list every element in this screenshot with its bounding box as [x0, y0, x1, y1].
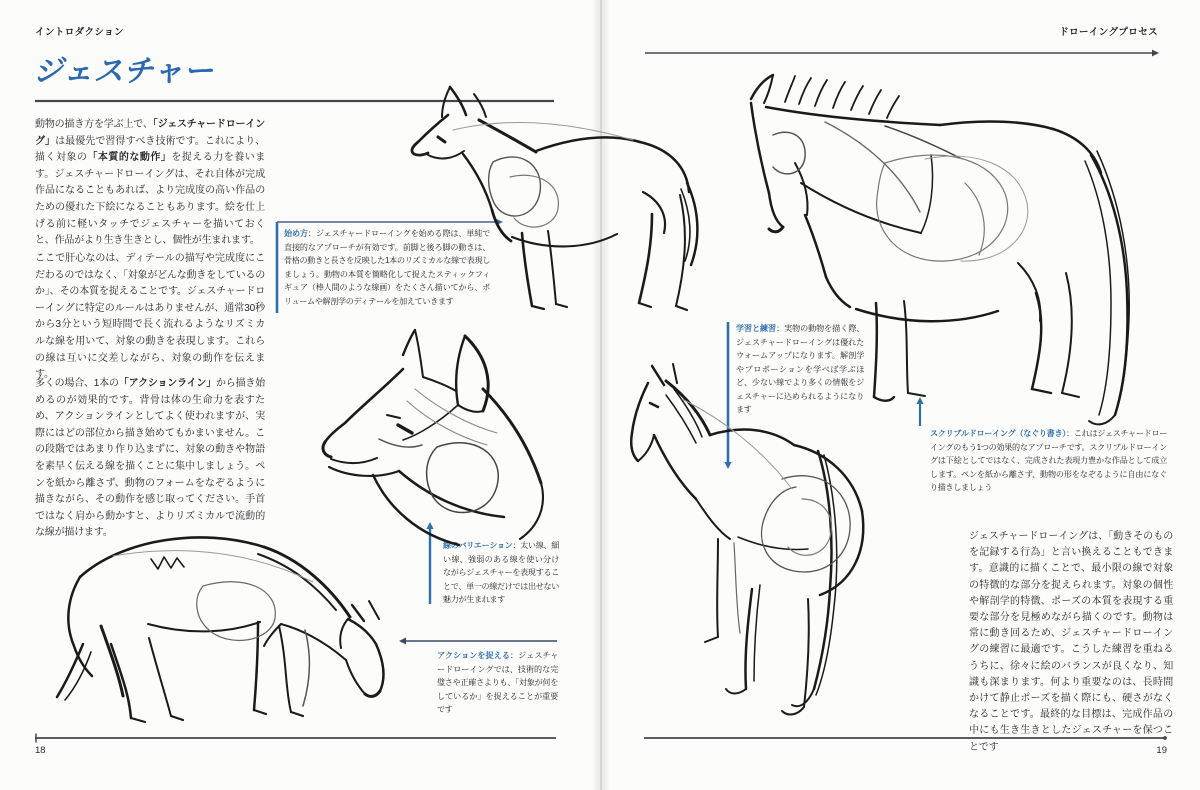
callout-separator: ： — [1066, 429, 1074, 438]
right-header-rule-arrow — [1152, 50, 1159, 57]
callout-body: ジェスチャードローイングを始める際は、単純で直接的なアプローチが有効です。前脚と後ろ脚の動きは、骨格の動きと長さを反映した1本のリズミカルな線で表現しましょう。動物の本質を簡略化して捉えたスティックフィギュア（棒人間のような線画）をたくさん描いてから、ボリュームや解剖学のディテールを加えていきます — [284, 229, 491, 306]
callout-separator: ： — [307, 229, 316, 238]
page-title: ジェスチャー — [33, 55, 214, 88]
callout-label: スクリブルドローイング（なぐり書き） — [930, 429, 1067, 438]
ink-lines — [57, 537, 383, 722]
ink-lines — [631, 364, 863, 714]
section-kicker-left: イントロダクション — [35, 27, 124, 38]
ink-lines — [412, 87, 697, 310]
callout-scribble — [930, 427, 1167, 495]
sketch-wolf-walking — [52, 525, 425, 730]
construction-lines — [113, 551, 313, 706]
callout-body: ジェスチャードローイングでは、技術的な完璧さや正確さよりも、「対象が何をしているか」を捉えることが重要です — [437, 651, 559, 714]
callout-label: 線のバリエーション — [443, 541, 513, 550]
page-number-right: 19 — [1156, 745, 1167, 756]
closing-paragraph: ジェスチャードローイングは、「動きそのものを記録する行為」と言い換えることもできます。意識的に描くことで、最小限の線で対象の特徴的な部分を捉えられます。対象の個性や解剖学的特徴、ポーズの本質を表現する重要な部分を見極めながら描くのです。動物は常に動き回るため、ジェスチャードローイングの練習に最適です。こうした練習を重ねるうちに、徐々に絵のバランスが良くなり、知識も深まります。何より重要なのは、長時間かけて静止ポーズを描く際にも、硬さがなくなることです。最終的な目標は、完成作品の中にも生き生きとしたジェスチャーを保つことです — [969, 531, 1173, 753]
sketch-dog-standing — [393, 82, 710, 312]
callout-label: 始め方 — [284, 229, 308, 238]
section-kicker-right: ドローイングプロセス — [1059, 27, 1158, 38]
intro-paragraph-2: ここで肝心なのは、ディテールの描写や完成度にこだわるのではなく、「対象がどんな動きをしているのか」、その本質を捉えることです。ジェスチャードローイングに特定のルールはありませんが、通常30秒から3分という短時間で長く流れるようなリズミカルな線を用いて、対象の動きを表現します。これらの線は互いに交差しながら、対象の動作を伝えます。 — [35, 253, 265, 381]
page-number-left: 18 — [35, 745, 46, 756]
callout-label: アクションを捉える — [437, 651, 511, 660]
construction-lines — [379, 389, 498, 513]
sketch-horse-rear — [622, 358, 962, 738]
callout-label: 学習と練習 — [736, 324, 777, 333]
callout-body: 実物の動物を描く際、ジェスチャードローイングは優れたウォームアップになります。解剖学やプロポーションを学べば学ぶほど、少ない線でより多くの情報をジェスチャーに込められるようになります — [736, 324, 864, 414]
callout-sen-variation — [443, 539, 559, 607]
callout-separator: ： — [510, 651, 519, 660]
ink-lines — [323, 330, 543, 545]
callout-separator: ： — [776, 324, 785, 333]
callout-body: 太い線、細い線、強弱のある線を使い分けながらジェスチャーを表現することで、単一の線だけでは出せない魅力が生まれます — [443, 541, 559, 604]
sketch-fox-head — [318, 328, 562, 548]
construction-lines — [773, 122, 1028, 261]
intro-paragraph-1: 動物の描き方を学ぶ上で、「ジェスチャードローイング」は最優先で習得すべき技術です。これにより、描く対象の「本質的な動作」を捉える力を養います。ジェスチャードローイングは、それ自体が完成作品になることもあれば、より完成度の高い作品のための優れた下絵になることもあります。絵を仕上げる前に軽いタッチでジェスチャーを描いておくと、作品がより生き生きとし、個性が生まれます。 — [35, 119, 266, 247]
callout-separator: ： — [512, 541, 521, 550]
intro-paragraph-3: 多くの場合、1本の「アクションライン」から描き始めるのが効果的です。背骨は体の生命力を表すため、アクションラインとしてよく使われますが、実際にはどの部位から描き始めてもかまいません。この段階ではあまり作り込まずに、対象の動きや物語を素早く伝える線を描くことに集中しましょう。ペンを紙から離さず、動物のフォームをなぞるように描きながら、その動作を感じ取ってください。手首ではなく肩から動かすと、よりリズミカルで流動的な線が描けます。 — [35, 378, 266, 539]
callout-action — [437, 649, 558, 717]
callout-body: これはジェスチャードローイングのもう1つの効果的なアプローチです。スクリブルドローイングは下絵としてではなく、完成された表現力豊かな作品として成立します。ペンを紙から離さず、動物の形をなぞるように自由になぐり描きしましょう — [930, 429, 1167, 492]
